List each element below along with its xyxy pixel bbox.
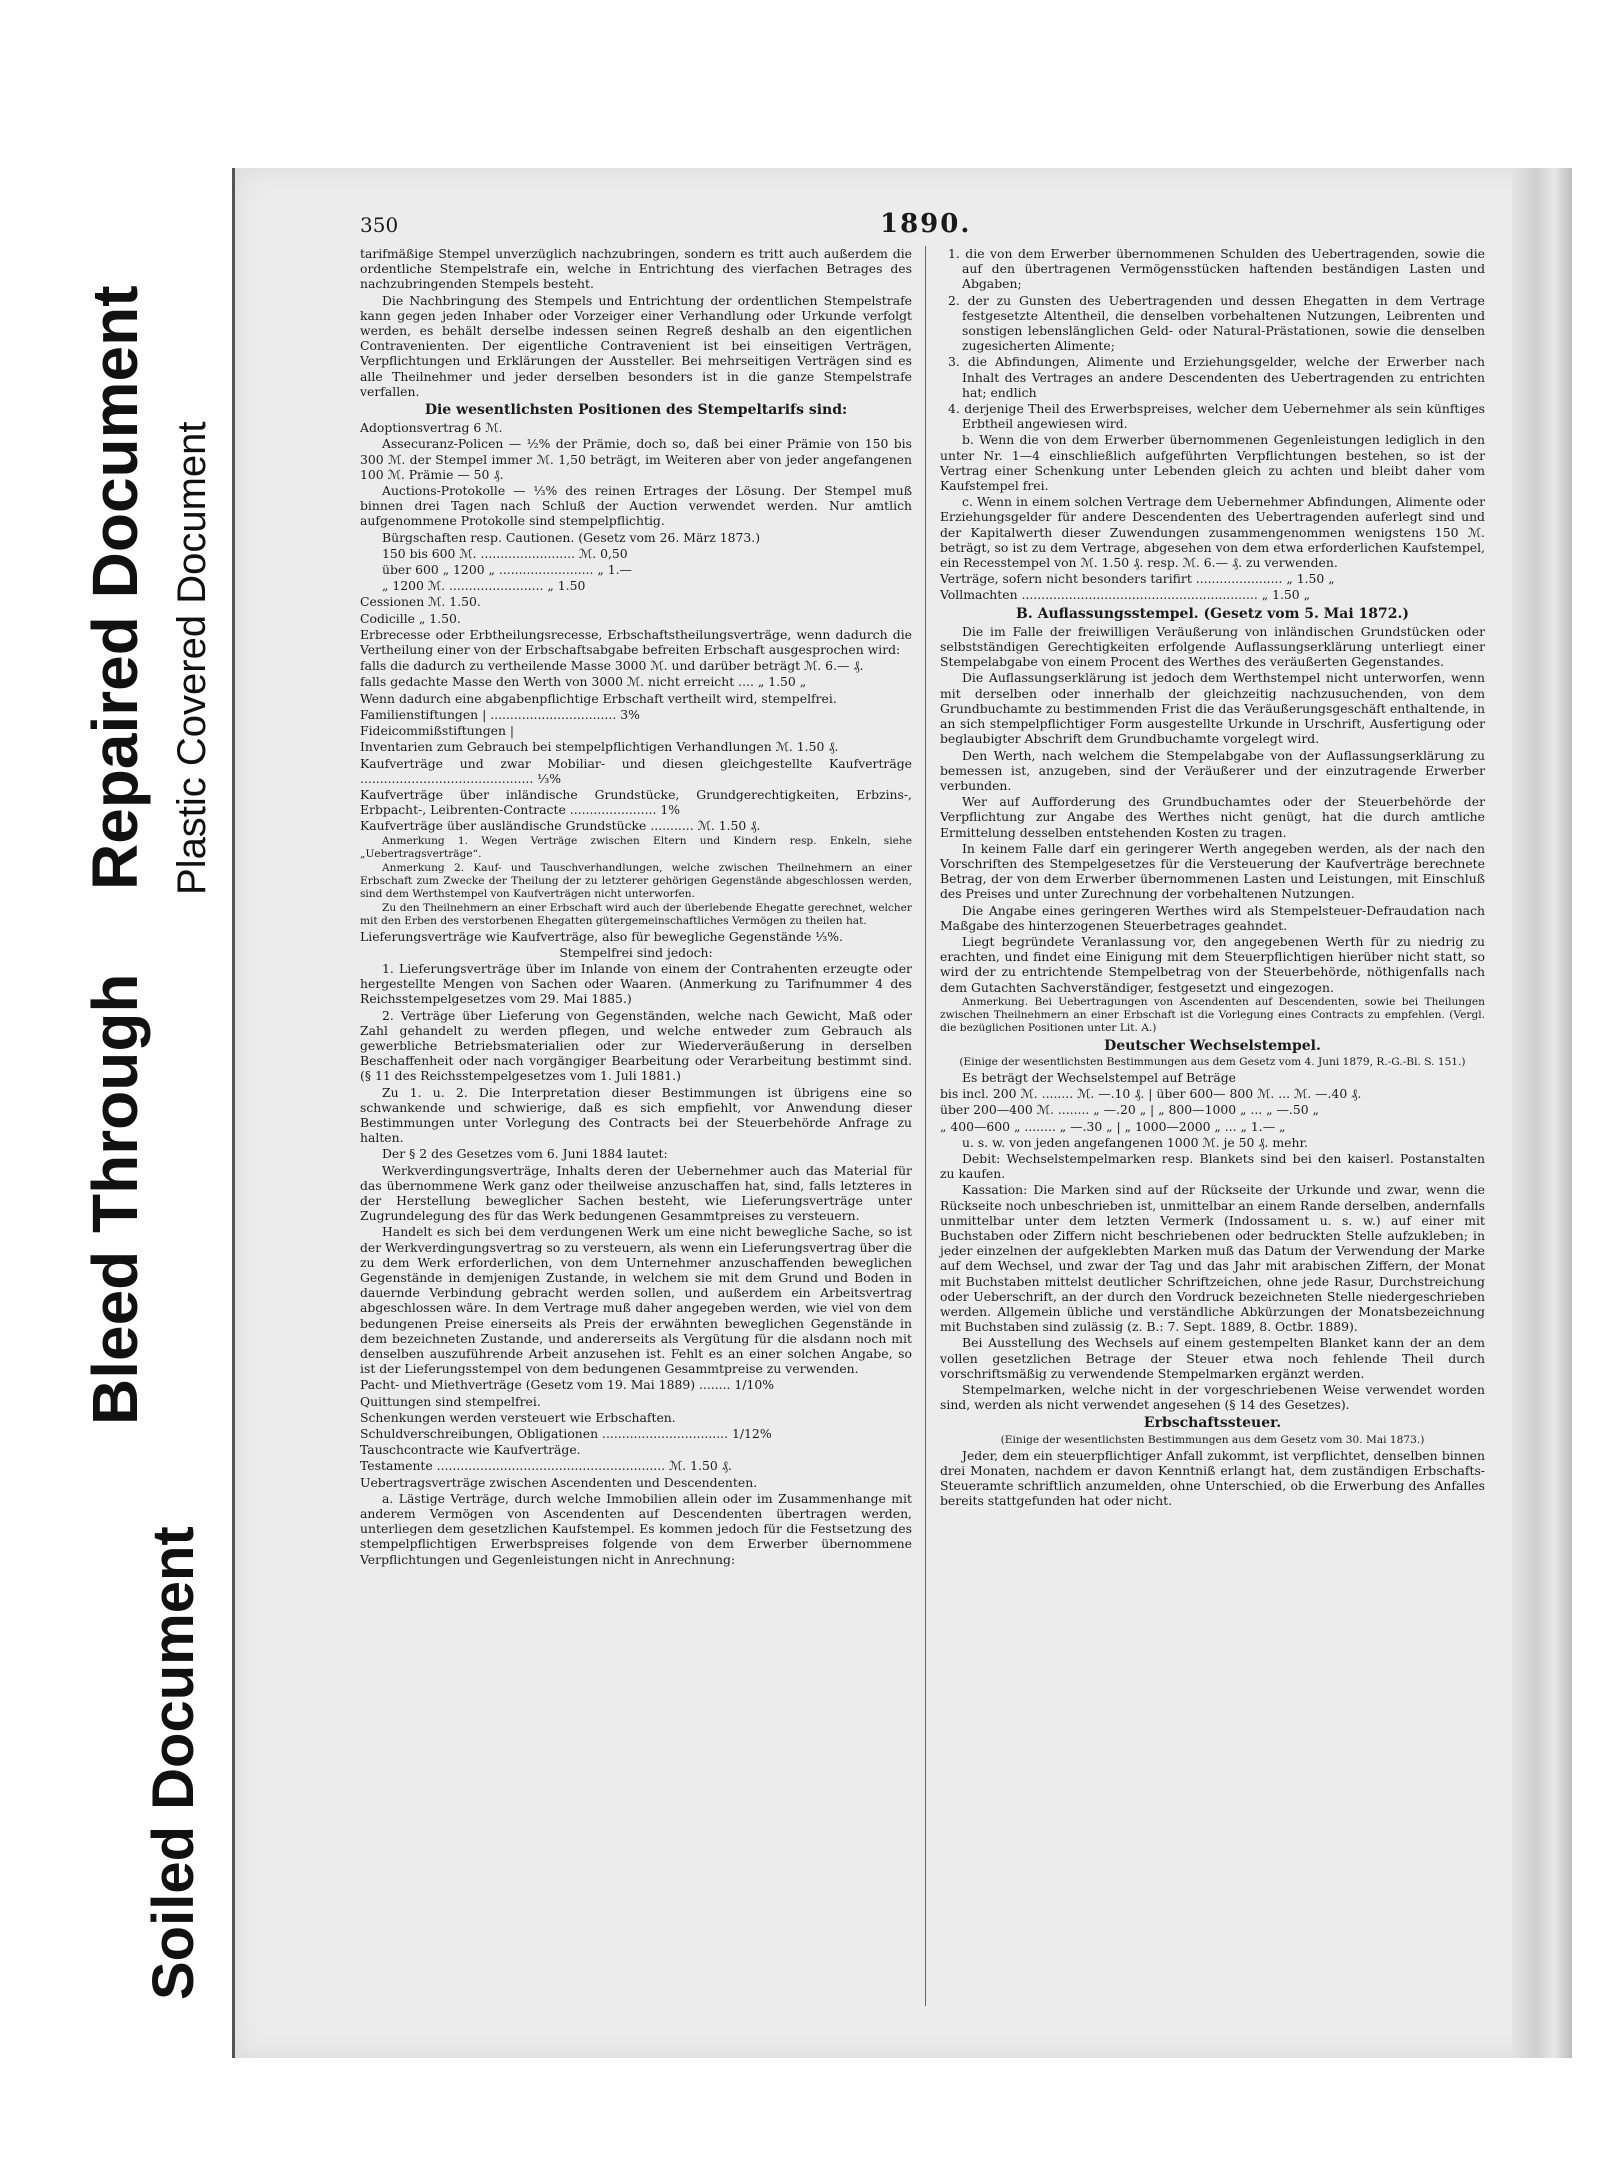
left-paragraph: Bürgschaften resp. Cautionen. (Gesetz vom 26. März 1873.) [382,529,761,545]
right-paragraph: „ 400—600 „ ........ „ —.30 „ | „ 1000—2000 „ ... „ 1.— „ [940,1118,1286,1134]
column-divider [925,246,926,2006]
left-paragraph: 1. Lieferungsverträge über im Inlande von einem der Contrahenten erzeugte oder hergestellte Mengen von Sachen oder Waaren. (Anmerkung zu Tarifnummer 4 des Reichsstempelgesetzes vom 29. Mai 1885.) [360,960,912,1007]
right-paragraph: Verträge, sofern nicht besonders tarifirt ...................... „ 1.50 „ [940,571,1335,587]
left-paragraph: Assecuranz-Policen — ½% der Prämie, doch so, daß bei einer Prämie von 150 bis 300 ℳ. der Stempel immer ℳ. 1,50 beträgt, im Weiteren aber von jeder angefangenen 100 ℳ. Prämie — 50 ₰. [360,436,912,482]
page-edge-shadow [1512,168,1572,2058]
left-paragraph: Familienstiftungen | ................................ 3% [360,706,640,722]
right-paragraph: Bei Ausstellung des Wechsels auf einem gestempelten Blanket kann der an dem vollen gesetzlichen Betrage der Steuer etwa noch fehlende Theil durch vorschriftsmäßig zu verwendende Stempelmarken ergänzt werden. [940,1335,1485,1381]
left-paragraph: Testamente .......................................................... ℳ. 1.50 ₰. [360,1458,732,1474]
left-paragraph: Pacht- und Miethverträge (Gesetz vom 19. Mai 1889) ........ 1/10% [360,1377,775,1393]
left-paragraph: tarifmäßige Stempel unverzüglich nachzubringen, sondern es tritt auch außerdem die ordentliche Stempelstrafe ein, welche in Entrichtung des vierfachen Betrages des nachzubringenden Stempels besteht. [360,246,912,292]
left-paragraph: Uebertragsverträge zwischen Ascendenten und Descendenten. [360,1474,758,1490]
right-paragraph: Es beträgt der Wechselstempel auf Beträge [962,1069,1236,1085]
left-column [360,246,912,1568]
left-paragraph: Werkverdingungsverträge, Inhalts deren der Uebernehmer auch das Material für das übernommene Werk ganz oder theilweise anzuschaffen hat, sind, falls letzteres in der Herstellung beweglicher Sachen besteht, wie Lieferungsverträge unter Zugrundelegung des für das Werk bedungenen Gesammtpreises zu versteuern. [360,1162,912,1224]
right-paragraph: b. Wenn die von dem Erwerber übernommenen Gegenleistungen lediglich in den unter Nr. 1—4 einschließlich aufgeführten Verpflichtungen bestehen, so ist der Vertrag einer Schenkung unter Lebenden gleich zu achten und bleibt daher vom Kaufstempel frei. [940,432,1485,494]
left-paragraph: Schuldverschreibungen, Obligationen ................................ 1/12% [360,1426,772,1442]
right-paragraph: Deutscher Wechselstempel. [1104,1037,1321,1054]
left-paragraph: Stempelfrei sind jedoch: [559,944,713,960]
left-paragraph: 150 bis 600 ℳ. ........................ ℳ. 0,50 [382,545,628,561]
left-paragraph: Anmerkung 2. Kauf- und Tauschverhandlungen, welche zwischen Theilnehmern an einer Erbschaft zum Zwecke der Theilung der zu letzterer gehörigen Gegenstände abgeschlossen werden, sind dem Werthstempel von Kaufverträgen nicht unterworfen. [360,861,912,900]
left-paragraph: falls gedachte Masse den Werth von 3000 ℳ. nicht erreicht .... „ 1.50 „ [360,674,807,690]
right-paragraph: über 200—400 ℳ. ........ „ —.20 „ | „ 800—1000 „ ... „ —.50 „ [940,1102,1319,1118]
right-paragraph: Kassation: Die Marken sind auf der Rückseite der Urkunde und zwar, wenn die Rückseite noch unbeschrieben ist, unmittelbar an einem Rande derselben, andernfalls unmittelbar unter dem letzten Vermerk (Indossament u. s. w.) auf einer mit Buchstaben oder Ziffern nicht beschriebenen oder bedruckten Stelle aufzukleben; in jeder einzelnen der aufgeklebten Marken muß das Datum der Verwendung der Marke auf dem Wechsel, und zwar der Tag und das Jahr mit arabischen Ziffern, der Monat mit Buchstaben mittelst deutlicher Schriftzeichen, ohne jede Rasur, Durchstreichung oder Ueberschrift, an der durch den Vordruck bezeichneten Stelle niedergeschrieben werden. Allgemein übliche und verständliche Abkürzungen der Monatsbezeichnung mit Buchstaben sind zulässig (z. B.: 7. Sept. 1889, 8. Octbr. 1889). [940,1182,1485,1335]
left-paragraph: Codicille „ 1.50. [360,610,461,626]
page-number: 350 [360,213,399,237]
left-paragraph: Schenkungen werden versteuert wie Erbschaften. [360,1409,676,1425]
soiled-document-label: Soiled Document [141,1526,206,2000]
left-paragraph: Inventarien zum Gebrauch bei stempelpflichtigen Verhandlungen ℳ. 1.50 ₰. [360,739,839,755]
right-paragraph: bis incl. 200 ℳ. ........ ℳ. —.10 ₰. | über 600— 800 ℳ. ... ℳ. —.40 ₰. [940,1086,1362,1102]
right-paragraph: Jeder, dem ein steuerpflichtiger Anfall zukommt, ist verpflichtet, denselben binnen drei Monaten, nachdem er davon Kenntniß erlangt hat, dem zuständigen Erbschafts-Steueramte schriftlich anzumelden, ohne Unterschied, ob die Erwerbung des Anfalles bereits stattgefunden hat oder nicht. [940,1447,1485,1509]
repaired-document-label: Repaired Document [79,285,151,890]
left-paragraph: Erbrecesse oder Erbtheilungsrecesse, Erbschaftstheilungsverträge, wenn dadurch die Vertheilung einer von der Erbschaftsabgabe befreiten Erbschaft ausgesprochen wird: [360,626,912,658]
right-paragraph: Die im Falle der freiwilligen Veräußerung von inländischen Grundstücken oder selbstständigen Gerechtigkeiten erfolgende Auflassungserklärung unterliegt einer Stempelabgabe von einem Procent des Werthes des veräußerten Gegenstandes. [940,623,1485,670]
left-paragraph: Kaufverträge über ausländische Grundstücke ........... ℳ. 1.50 ₰. [360,818,761,834]
left-paragraph: 2. Verträge über Lieferung von Gegenständen, welche nach Gewicht, Maß oder Zahl gehandelt zu werden pflegen, und welche entweder zum Gebrauch als gewerbliche Betriebsmaterialien oder zur Wiederveräußerung in derselben Beschaffenheit oder nach vorgängiger Bearbeitung oder Verarbeitung bestimmt sind. (§ 11 des Reichsstempelgesetzes vom 1. Juli 1881.) [360,1007,912,1084]
left-paragraph: Der § 2 des Gesetzes vom 6. Juni 1884 lautet: [382,1146,668,1162]
left-paragraph: falls die dadurch zu vertheilende Masse 3000 ℳ. und darüber beträgt ℳ. 6.— ₰. [360,658,864,674]
right-paragraph: c. Wenn in einem solchen Vertrage dem Uebernehmer Abfindungen, Alimente oder Erziehungsgelder für andere Descendenten des Uebertragenden auferlegt sind und der Kapitalwerth dieser Zuwendungen zusammengenommen wenigstens 150 ℳ. beträgt, so ist zu dem Vertrage, abgesehen von dem etwa erforderlichen Kaufstempel, ein Recesstempel von ℳ. 1.50 ₰. resp. ℳ. 6.— ₰. zu verwenden. [940,494,1485,571]
left-paragraph: a. Lästige Verträge, durch welche Immobilien allein oder im Zusammenhange mit anderem Vermögen von Ascendenten auf Descendenten übertragen werden, unterliegen dem gesetzlichen Kaufstempel. Es kommen jedoch für die Festsetzung des stempelpflichtigen Erwerbspreises folgende von dem Erwerber übernommene Verpflichtungen und Gegenleistungen nicht in Anrechnung: [360,1490,912,1567]
left-paragraph: Adoptionsvertrag 6 ℳ. [360,420,503,436]
right-paragraph: 2. der zu Gunsten des Uebertragenden und dessen Ehegatten in dem Vertrage festgesetzte Altentheil, die denselben vorbehaltenen Nutzungen, Leibrenten und sonstigen lebenslänglichen Geld- oder Natural-Prästationen, sowie die denselben zugesicherten Alimente; [948,292,1485,354]
right-paragraph: Wer auf Aufforderung des Grundbuchamtes oder der Steuerbehörde der Verpflichtung zur Angabe des Werthes nicht genügt, hat die durch amtliche Ermittelung desselben entstehenden Kosten zu tragen. [940,794,1485,840]
right-paragraph: Den Werth, nach welchem die Stempelabgabe von der Auflassungserklärung zu bemessen ist, anzugeben, sind der Veräußerer und der einzutragende Erwerber verbunden. [940,747,1485,793]
left-paragraph: Zu den Theilnehmern an einer Erbschaft wird auch der überlebende Ehegatte gerechnet, welcher mit den Erben des verstorbenen Ehegatten gütergemeinschaftliches Vermögen zu theilen hat. [360,901,912,927]
bleed-through-label: Bleed Through [79,973,151,1425]
left-paragraph: „ 1200 ℳ. ........................ „ 1.50 [382,578,586,594]
right-paragraph: Vollmachten ............................................................ „ 1.50 „ [940,587,1311,603]
left-paragraph: Die Nachbringung des Stempels und Entrichtung der ordentlichen Stempelstrafe kann gegen jeden Inhaber oder Vorzeiger einer Verhandlung oder Urkunde verfolgt werden, es behält derselbe indessen seinen Regreß deshalb an den eigentlichen Contravenienten. Der eigentliche Contravenient ist bei einseitigen Verträgen, Verpflichtungen und Erklärungen der Aussteller. Bei mehrseitigen Verträgen sind es alle Theilnehmer und jeder derselben besonders ist in die ganze Stempelstrafe verfallen. [360,292,912,399]
plastic-covered-label: Plastic Covered Document [170,421,214,895]
right-paragraph: B. Auflassungsstempel. (Gesetz vom 5. Mai 1872.) [1016,605,1409,622]
left-paragraph: Quittungen sind stempelfrei. [360,1393,541,1409]
scanned-page [232,168,1572,2058]
right-paragraph: Anmerkung. Bei Uebertragungen von Ascendenten auf Descendenten, sowie bei Theilungen zwischen Theilnehmern an einer Erbschaft ist die Vorlegung eines Contracts zu empfehlen. (Vergl. die bezüglichen Positionen unter Lit. A.) [940,995,1485,1034]
left-paragraph: Kaufverträge und zwar Mobiliar- und diesen gleichgestellte Kaufverträge ............................................ ⅓% [360,755,912,786]
right-paragraph: Die Auflassungserklärung ist jedoch dem Werthstempel nicht unterworfen, wenn mit derselben oder innerhalb der gleichzeitig nachzusuchenden, von dem Grundbuchamte zu bestimmenden Frist die das Veräußerungsgeschäft enthaltende, in an sich stempelpflichtiger Form ausgestellte Urkunde in Urschrift, Ausfertigung oder beglaubigter Abschrift dem Grundbuchamte vorgelegt wird. [940,670,1485,747]
left-paragraph: Cessionen ℳ. 1.50. [360,594,481,610]
right-paragraph: Die Angabe eines geringeren Werthes wird als Stempelsteuer-Defraudation nach Maßgabe des hinterzogenen Steuerbetrages geahndet. [940,902,1485,933]
right-paragraph: Liegt begründete Veranlassung vor, den angegebenen Werth für zu niedrig zu erachten, und findet eine Einigung mit dem Steuerpflichtigen hierüber nicht statt, so wird der zu entrichtende Stempelbetrag von der Steuerbehörde, nöthigenfalls nach dem Gutachten Sachverständiger, festgesetzt und eingezogen. [940,933,1485,995]
right-paragraph: Debit: Wechselstempelmarken resp. Blankets sind bei den kaiserl. Postanstalten zu kaufen. [940,1150,1485,1182]
left-paragraph: Kaufverträge über inländische Grundstücke, Grundgerechtigkeiten, Erbzins-, Erbpacht-, Leibrenten-Contracte ...................... 1% [360,786,912,818]
right-paragraph: Stempelmarken, welche nicht in der vorgeschriebenen Weise verwendet worden sind, werden als nicht verwendet angesehen (§ 14 des Gesetzes). [940,1382,1485,1413]
right-paragraph: 3. die Abfindungen, Alimente und Erziehungsgelder, welche der Erwerber nach Inhalt des Vertrages an andere Descendenten des Uebertragenden zu entrichten hat; endlich [948,354,1485,400]
right-paragraph: Erbschaftssteuer. [1143,1415,1282,1432]
left-paragraph: Lieferungsverträge wie Kaufverträge, also für bewegliche Gegenstände ⅓%. [360,928,843,944]
right-paragraph: u. s. w. von jeden angefangenen 1000 ℳ. je 50 ₰. mehr. [962,1134,1308,1150]
left-paragraph: Zu 1. u. 2. Die Interpretation dieser Bestimmungen ist übrigens eine so schwankende und schwierige, daß es sich empfiehlt, vor Anwendung dieser Bestimmungen unter Vorlegung des Contracts bei der Steuerbehörde Anfrage zu halten. [360,1084,912,1146]
right-paragraph: 4. derjenige Theil des Erwerbspreises, welcher dem Uebernehmer als sein künftiges Erbtheil angewiesen wird. [948,401,1485,432]
page-header [360,209,1470,241]
right-paragraph: (Einige der wesentlichsten Bestimmungen aus dem Gesetz vom 4. Juni 1879, R.-G.-Bl. S. 151.) [959,1055,1466,1068]
page-year: 1890. [880,209,972,239]
right-paragraph: 1. die von dem Erwerber übernommenen Schulden des Uebertragenden, sowie die auf den übertragenen Vermögensstücken haftenden beständigen Lasten und Abgaben; [948,246,1485,292]
right-column [940,246,1485,1509]
left-paragraph: Wenn dadurch eine abgabenpflichtige Erbschaft vertheilt wird, stempelfrei. [360,690,837,706]
left-paragraph: Anmerkung 1. Wegen Verträge zwischen Eltern und Kindern resp. Enkeln, siehe „Uebertragsverträge“. [360,834,912,860]
right-paragraph: (Einige der wesentlichsten Bestimmungen aus dem Gesetz vom 30. Mai 1873.) [1000,1433,1425,1446]
left-paragraph: Tauschcontracte wie Kaufverträge. [360,1442,581,1458]
right-paragraph: In keinem Falle darf ein geringerer Werth angegeben werden, als der nach den Vorschriften des Stempelgesetzes für die Versteuerung der Kaufverträge berechnete Betrag, der von dem Erwerber übernommenen Lasten und Leistungen, mit Einschluß des Preises und unter Zurechnung der vorbehaltenen Nutzungen. [940,840,1485,902]
left-paragraph: über 600 „ 1200 „ ........................ „ 1.— [382,562,632,578]
left-paragraph: Handelt es sich bei dem verdungenen Werk um eine nicht bewegliche Sache, so ist der Werkverdingungsvertrag so zu versteuern, als wenn ein Lieferungsvertrag über die zu dem Werk erforderlichen, von dem Unternehmer anzuschaffenden beweglichen Gegenstände in demjenigen Zustande, in welchem sie mit dem Grund und Boden in dauernde Verbindung gebracht werden sollen, und außerdem ein Arbeitsvertrag abgeschlossen wäre. In dem Vertrage muß daher angegeben werden, wie viel von dem bedungenen Preise einerseits als Preis der erwähnten beweglichen Gegenstände in dem bezeichneten Zustande, und andererseits als Vergütung für die alsdann noch mit denselben auszuführende Arbeit anzusehen ist. Fehlt es an einer solchen Angabe, so ist der Lieferungsstempel von dem bedungenen Gesammtpreise zu verwenden. [360,1224,912,1377]
left-paragraph: Die wesentlichsten Positionen des Stempeltarifs sind: [424,402,848,419]
left-paragraph: Auctions-Protokolle — ⅓% des reinen Ertrages der Lösung. Der Stempel muß binnen drei Tagen nach Schluß der Auction verwendet werden. Nur amtlich aufgenommene Protokolle sind stempelpflichtig. [360,483,912,529]
left-paragraph: Fideicommißstiftungen | [360,723,515,739]
